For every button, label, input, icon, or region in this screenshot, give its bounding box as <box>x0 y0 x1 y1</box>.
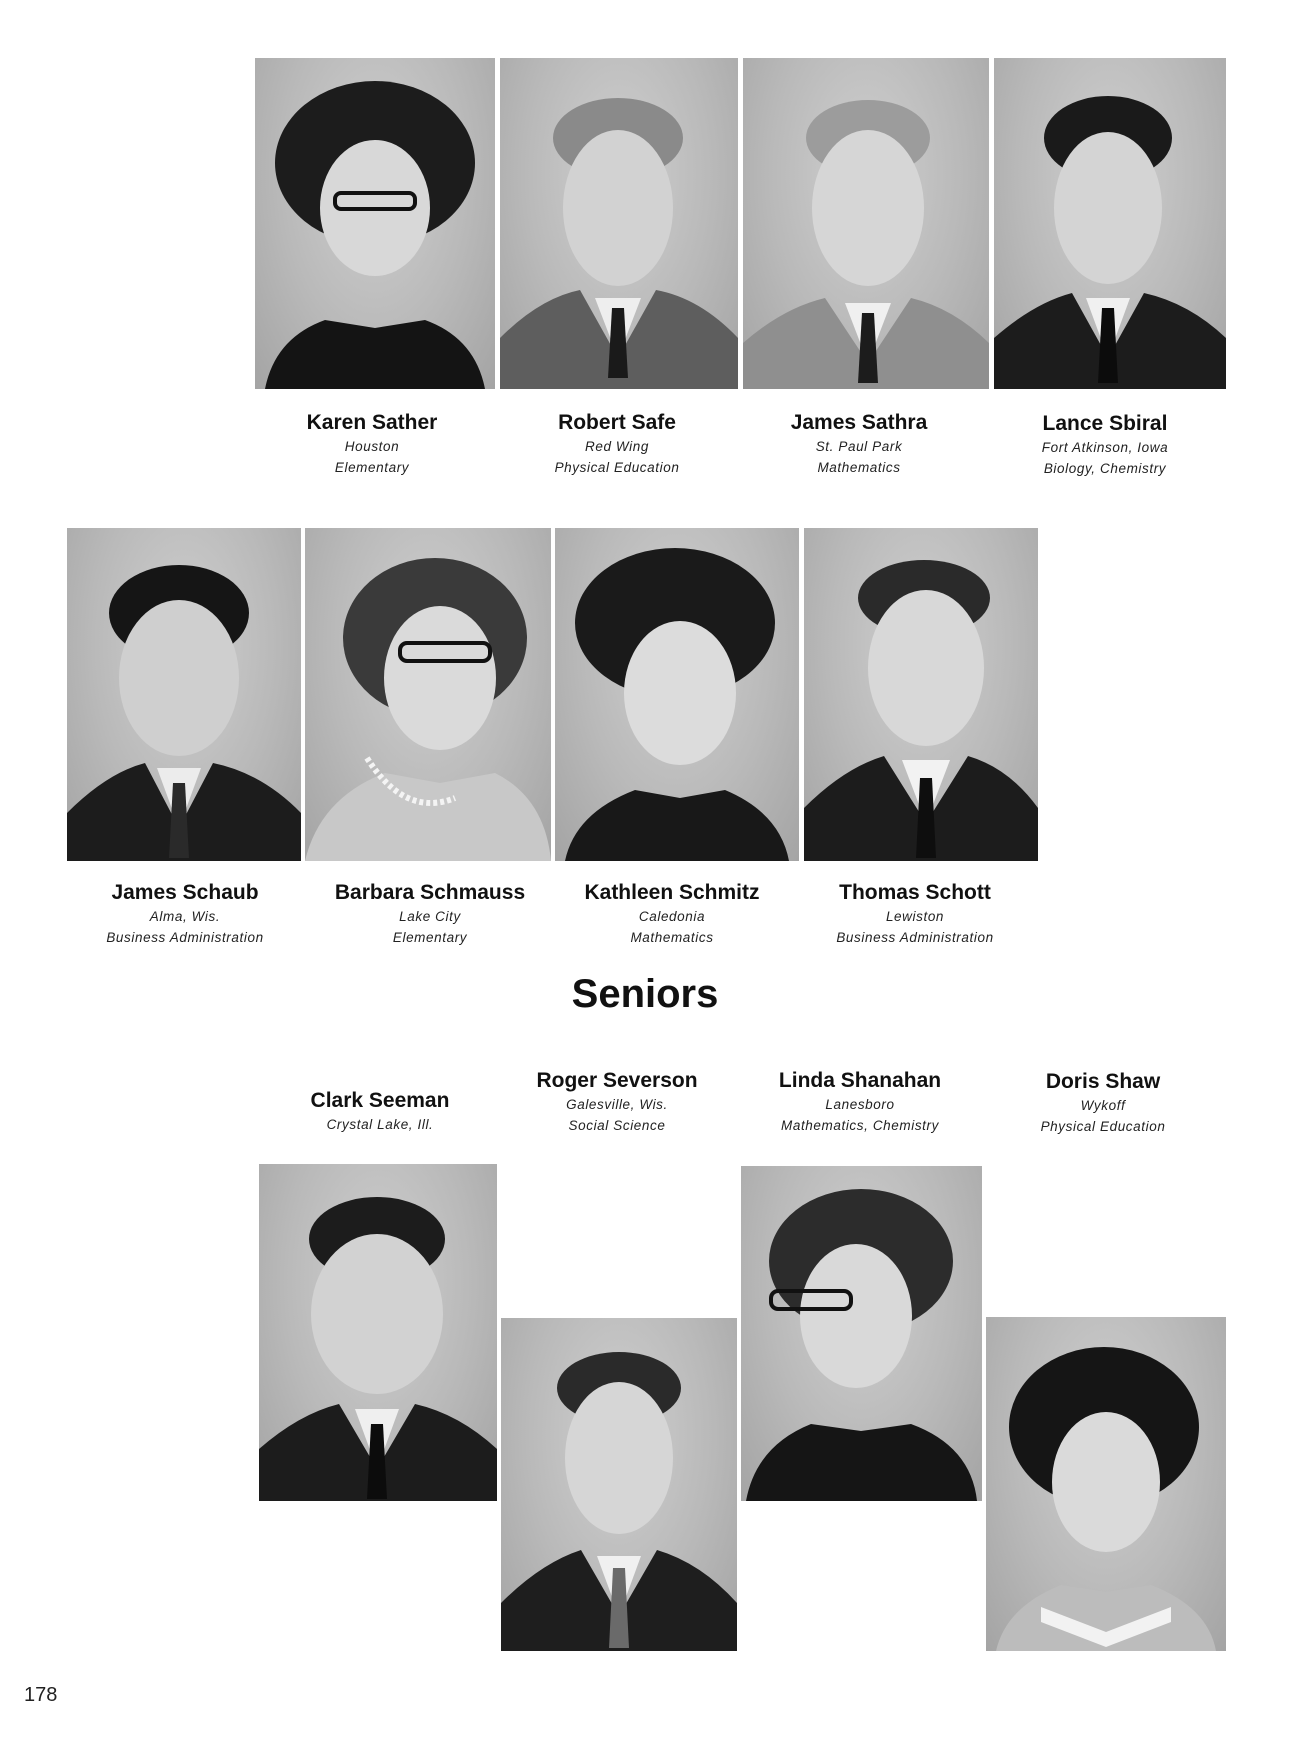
portrait-james-sathra <box>743 58 989 389</box>
section-title: Seniors <box>571 972 719 1016</box>
student-major: Business Administration <box>836 930 994 945</box>
caption-roger-severson <box>497 1068 737 1136</box>
portrait-karen-sather <box>255 58 495 389</box>
caption-barbara-schmauss <box>310 880 550 948</box>
student-major: Mathematics, Chemistry <box>781 1118 939 1133</box>
student-hometown: Fort Atkinson, Iowa <box>1041 440 1169 455</box>
student-hometown: Crystal Lake, Ill. <box>326 1117 434 1132</box>
student-name: Clark Seeman <box>310 1089 450 1112</box>
page-number: 178 <box>24 1684 58 1706</box>
student-name: Robert Safe <box>558 411 676 434</box>
student-hometown: Caledonia <box>638 909 706 924</box>
student-major: Elementary <box>392 930 468 945</box>
student-name: Doris Shaw <box>1045 1070 1161 1093</box>
student-hometown: Alma, Wis. <box>149 909 221 924</box>
student-name: James Sathra <box>790 411 928 434</box>
student-major: Business Administration <box>106 930 264 945</box>
caption-lance-sbiral <box>985 411 1225 479</box>
caption-kathleen-schmitz <box>552 880 792 948</box>
student-name: James Schaub <box>111 881 259 904</box>
student-hometown: Lewiston <box>885 909 945 924</box>
student-major: Social Science <box>568 1118 666 1133</box>
student-name: Kathleen Schmitz <box>584 881 760 904</box>
student-hometown: Lake City <box>399 909 461 924</box>
caption-robert-safe <box>497 410 737 478</box>
caption-thomas-schott <box>795 880 1035 948</box>
portrait-thomas-schott <box>804 528 1038 861</box>
student-major: Physical Education <box>1040 1119 1166 1134</box>
portrait-lance-sbiral <box>994 58 1226 389</box>
student-major: Mathematics <box>817 460 901 475</box>
student-major: Elementary <box>334 460 410 475</box>
caption-james-schaub <box>65 880 305 948</box>
student-name: Karen Sather <box>306 411 438 434</box>
student-name: Linda Shanahan <box>778 1069 942 1092</box>
portrait-james-schaub <box>67 528 301 861</box>
caption-doris-shaw <box>983 1069 1223 1137</box>
student-hometown: Lanesboro <box>825 1097 895 1112</box>
portrait-doris-shaw <box>986 1317 1226 1651</box>
student-hometown: Houston <box>344 439 400 454</box>
caption-linda-shanahan <box>740 1068 980 1136</box>
caption-clark-seeman <box>260 1088 500 1135</box>
portrait-robert-safe <box>500 58 738 389</box>
portrait-clark-seeman <box>259 1164 497 1501</box>
student-hometown: St. Paul Park <box>815 439 903 454</box>
student-major: Physical Education <box>554 460 680 475</box>
student-major: Biology, Chemistry <box>1043 461 1167 476</box>
caption-james-sathra <box>739 410 979 478</box>
portrait-roger-severson <box>501 1318 737 1651</box>
portrait-linda-shanahan <box>741 1166 982 1501</box>
caption-karen-sather <box>252 410 492 478</box>
student-name: Thomas Schott <box>839 881 991 904</box>
student-name: Roger Severson <box>536 1069 698 1092</box>
student-major: Mathematics <box>630 930 714 945</box>
student-hometown: Wykoff <box>1080 1098 1126 1113</box>
portrait-kathleen-schmitz <box>555 528 799 861</box>
student-hometown: Red Wing <box>585 439 649 454</box>
student-hometown: Galesville, Wis. <box>566 1097 668 1112</box>
portrait-barbara-schmauss <box>305 528 551 861</box>
student-name: Lance Sbiral <box>1042 412 1168 435</box>
student-name: Barbara Schmauss <box>334 881 526 904</box>
